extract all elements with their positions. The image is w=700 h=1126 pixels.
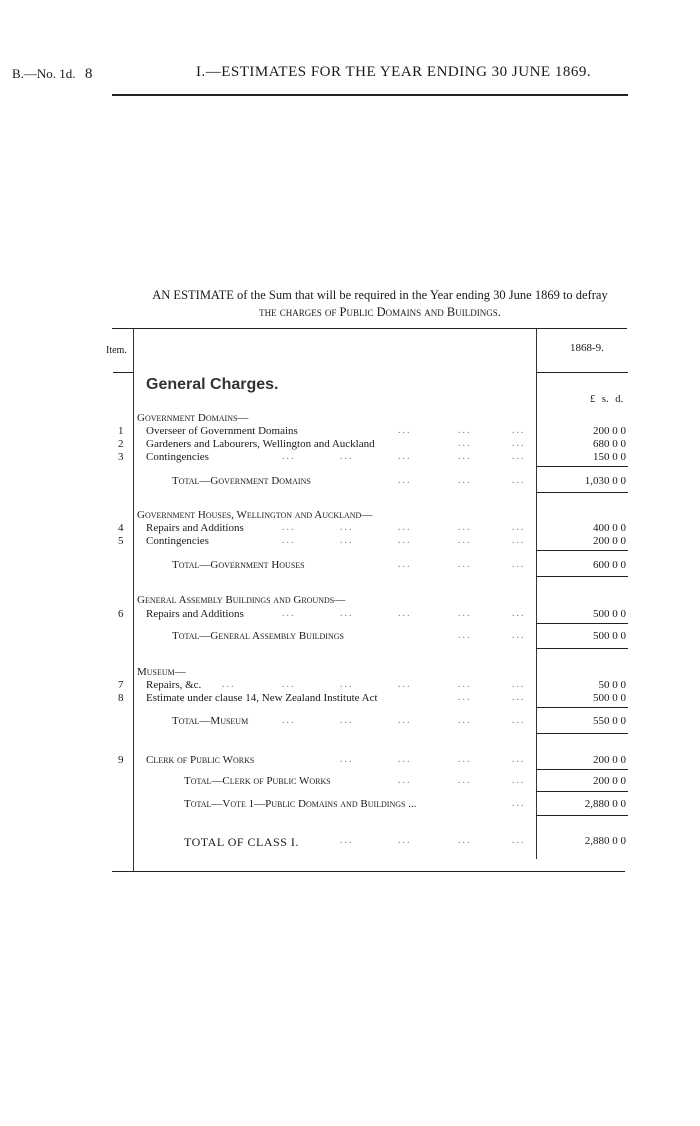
leader-dots: ...	[458, 630, 472, 641]
item-amount: 500 0 0	[593, 692, 626, 704]
item-description: Clerk of Public Works	[146, 754, 255, 766]
leader-dots: ...	[458, 835, 472, 846]
leader-dots: ...	[512, 438, 526, 449]
leader-dots: ...	[340, 522, 354, 533]
leader-dots: ...	[222, 679, 236, 690]
clerk-total-label: Total—Clerk of Public Works	[184, 775, 331, 787]
item-number: 9	[118, 754, 124, 766]
subtotal-rule	[536, 707, 628, 708]
caption-line-2: the charges of Public Domains and Buildings.	[259, 305, 501, 319]
leader-dots: ...	[458, 692, 472, 703]
clerk-total-amount: 200 0 0	[593, 775, 626, 787]
item-column-divider	[133, 329, 134, 872]
item-number: 8	[118, 692, 124, 704]
table-bottom-rule	[112, 871, 625, 872]
group-total-amount: 550 0 0	[593, 715, 626, 727]
leader-dots: ...	[512, 522, 526, 533]
item-amount: 50 0 0	[598, 679, 626, 691]
table-top-rule	[112, 328, 627, 329]
leader-dots: ...	[512, 451, 526, 462]
leader-dots: ...	[398, 522, 412, 533]
item-number: 3	[118, 451, 124, 463]
leader-dots: ...	[458, 679, 472, 690]
item-description: Repairs and Additions	[146, 522, 244, 534]
leader-dots: ...	[282, 522, 296, 533]
item-description: Contingencies	[146, 451, 209, 463]
vote-total-label: Total—Vote 1—Public Domains and Buildings ...	[184, 798, 417, 810]
group-total-amount: 600 0 0	[593, 559, 626, 571]
leader-dots: ...	[512, 679, 526, 690]
leader-dots: ...	[398, 775, 412, 786]
leader-dots: ...	[340, 451, 354, 462]
group-total-label: Total—Government Domains	[172, 475, 311, 487]
leader-dots: ...	[282, 715, 296, 726]
leader-dots: ...	[340, 535, 354, 546]
leader-dots: ...	[340, 679, 354, 690]
item-column-header: Item.	[106, 345, 127, 356]
group-heading: General Assembly Buildings and Grounds—	[137, 594, 346, 606]
leader-dots: ...	[512, 475, 526, 486]
leader-dots: ...	[282, 679, 296, 690]
item-number: 5	[118, 535, 124, 547]
total-rule	[536, 733, 628, 734]
group-total-amount: 1,030 0 0	[584, 475, 626, 487]
leader-dots: ...	[512, 692, 526, 703]
leader-dots: ...	[458, 425, 472, 436]
document-reference	[12, 66, 92, 83]
leader-dots: ...	[512, 754, 526, 765]
item-number: 4	[118, 522, 124, 534]
leader-dots: ...	[340, 754, 354, 765]
leader-dots: ...	[458, 608, 472, 619]
group-total-amount: 500 0 0	[593, 630, 626, 642]
leader-dots: ...	[398, 475, 412, 486]
leader-dots: ...	[398, 608, 412, 619]
caption-line-1: AN ESTIMATE of the Sum that will be required in the Year ending 30 June 1869 to defray	[152, 288, 608, 302]
leader-dots: ...	[282, 608, 296, 619]
leader-dots: ...	[458, 715, 472, 726]
leader-dots: ...	[398, 559, 412, 570]
item-number: 1	[118, 425, 124, 437]
item-amount: 200 0 0	[593, 425, 626, 437]
item-description: Repairs and Additions	[146, 608, 244, 620]
total-rule	[536, 648, 628, 649]
leader-dots: ...	[512, 608, 526, 619]
group-total-label: Total—General Assembly Buildings	[172, 630, 344, 642]
header-rule	[112, 94, 628, 96]
leader-dots: ...	[512, 715, 526, 726]
leader-dots: ...	[512, 775, 526, 786]
item-number: 7	[118, 679, 124, 691]
leader-dots: ...	[458, 475, 472, 486]
leader-dots: ...	[512, 425, 526, 436]
leader-dots: ...	[340, 835, 354, 846]
item-amount: 150 0 0	[593, 451, 626, 463]
item-description: Gardeners and Labourers, Wellington and Auckland	[146, 438, 375, 450]
group-heading: Museum—	[137, 666, 186, 678]
item-description: Repairs, &c.	[146, 679, 202, 691]
currency-units-header: £ s. d.	[590, 394, 624, 405]
group-total-label: Total—Museum	[172, 715, 249, 727]
year-column-header: 1868-9.	[570, 342, 604, 354]
leader-dots: ...	[512, 630, 526, 641]
subtotal-rule	[536, 550, 628, 551]
page-number: 8	[84, 66, 93, 82]
class-total-label: TOTAL OF CLASS I.	[184, 835, 299, 849]
leader-dots: ...	[398, 679, 412, 690]
item-amount: 200 0 0	[593, 754, 626, 766]
class-total-amount: 2,880 0 0	[584, 835, 626, 847]
running-title: I.—ESTIMATES FOR THE YEAR ENDING 30 JUNE 1869.	[196, 64, 592, 80]
item-description: Overseer of Government Domains	[146, 425, 298, 437]
leader-dots: ...	[282, 535, 296, 546]
leader-dots: ...	[458, 754, 472, 765]
leader-dots: ...	[398, 715, 412, 726]
leader-dots: ...	[512, 535, 526, 546]
item-number: 2	[118, 438, 124, 450]
leader-dots: ...	[398, 451, 412, 462]
total-rule	[536, 815, 628, 816]
leader-dots: ...	[458, 451, 472, 462]
leader-dots: ...	[398, 754, 412, 765]
year-header-rule	[536, 372, 628, 373]
total-rule	[536, 492, 628, 493]
leader-dots: ...	[398, 835, 412, 846]
leader-dots: ...	[398, 535, 412, 546]
leader-dots: ...	[512, 559, 526, 570]
item-amount: 680 0 0	[593, 438, 626, 450]
item-amount: 500 0 0	[593, 608, 626, 620]
subtotal-rule	[536, 466, 628, 467]
leader-dots: ...	[512, 835, 526, 846]
item-header-rule	[113, 372, 133, 373]
item-description: Estimate under clause 14, New Zealand Institute Act	[146, 692, 378, 704]
leader-dots: ...	[458, 559, 472, 570]
item-amount: 400 0 0	[593, 522, 626, 534]
item-description: Contingencies	[146, 535, 209, 547]
subtotal-rule	[536, 623, 628, 624]
leader-dots: ...	[458, 535, 472, 546]
subtotal-rule	[536, 769, 628, 770]
item-amount: 200 0 0	[593, 535, 626, 547]
total-rule	[536, 791, 628, 792]
reference-code: B.—No. 1d.	[12, 66, 76, 81]
leader-dots: ...	[512, 798, 526, 809]
group-total-label: Total—Government Houses	[172, 559, 305, 571]
leader-dots: ...	[458, 438, 472, 449]
leader-dots: ...	[340, 715, 354, 726]
leader-dots: ...	[398, 425, 412, 436]
item-number: 6	[118, 608, 124, 620]
leader-dots: ...	[340, 608, 354, 619]
leader-dots: ...	[458, 775, 472, 786]
leader-dots: ...	[282, 451, 296, 462]
vote-total-amount: 2,880 0 0	[584, 798, 626, 810]
group-heading: Government Domains—	[137, 412, 249, 424]
estimate-caption	[104, 287, 656, 321]
group-heading: Government Houses, Wellington and Auckland—	[137, 509, 373, 521]
section-heading: General Charges.	[146, 376, 279, 393]
amount-column-divider	[536, 329, 537, 859]
total-rule	[536, 576, 628, 577]
leader-dots: ...	[458, 522, 472, 533]
